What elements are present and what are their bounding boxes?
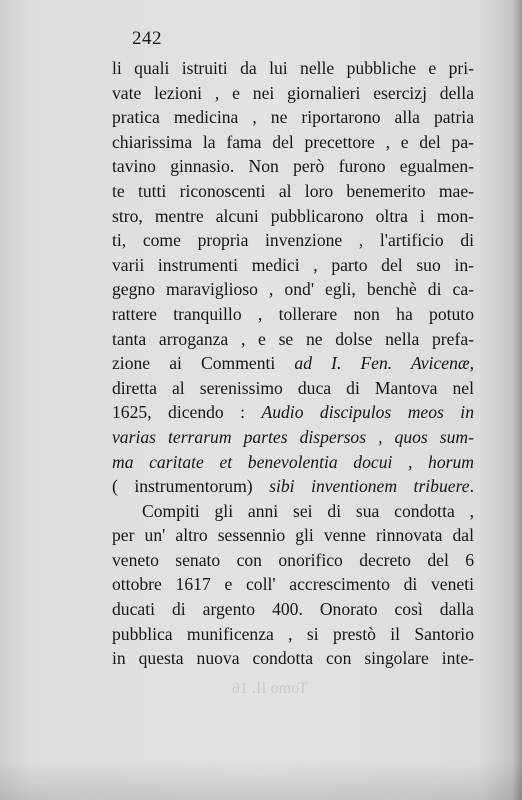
- text-line: [112, 450, 474, 475]
- text-line: per un' altro sessennio gli venne rinnovata dal: [112, 525, 474, 546]
- italic-citation: ad I. Fen. Avicenæ: [294, 353, 470, 374]
- text-line: te tutti riconoscenti al loro benemerito mae-: [112, 180, 474, 201]
- text-line: ti, come propria invenzione , l'artificio di: [112, 230, 474, 251]
- body-text: [112, 56, 474, 671]
- text-line: tavino ginnasio. Non però furono egualmen-: [112, 156, 474, 177]
- italic-quote: ma caritate et benevolentia docui , horum: [112, 451, 474, 472]
- text-line: pratica medicina , ne riportarono alla patria: [112, 107, 474, 128]
- text-line: tanta arroganza , e se ne dolse nella prefa-: [112, 328, 474, 349]
- page-number: 242: [132, 28, 162, 49]
- text-line: ottobre 1617 e coll' accrescimento di veneti: [112, 574, 474, 595]
- text-line: pubblica munificenza , si prestò il Santorio: [112, 623, 474, 644]
- bottom-shadow: [0, 760, 522, 800]
- text-line: zione ai Commenti ad I. Fen. Avicenæ,: [112, 353, 475, 374]
- bleed-through-text: Tomo II. 16: [232, 680, 308, 697]
- text-line: li quali istruiti da lui nelle pubbliche e pri-: [112, 58, 474, 78]
- text-line: chiarissima la fama del precettore , e del pa-: [112, 131, 474, 152]
- page-edge: [512, 0, 522, 800]
- text-line: vate lezioni , e nei giornalieri esercizj della: [112, 82, 474, 103]
- text-line: ( instrumentorum) sibi inventionem tribuere.: [112, 476, 474, 497]
- italic-quote: sibi inventionem tribuere: [269, 476, 470, 497]
- text-line: varii instrumenti medici , parto del suo in-: [112, 254, 474, 275]
- text-line: rattere tranquillo , tollerare non ha potuto: [112, 303, 474, 324]
- paragraph-start-line: Compiti gli anni sei di sua condotta ,: [142, 500, 474, 521]
- text-line: diretta al serenissimo duca di Mantova nel: [112, 377, 474, 398]
- text-line: stro, mentre alcuni pubblicarono oltra i mon-: [112, 205, 474, 226]
- text-line: gegno maraviglioso , ond' egli, benchè di ca-: [112, 279, 474, 300]
- italic-quote: varias terrarum partes dispersos , quos sum-: [112, 426, 474, 447]
- italic-quote: Audio discipulos meos in: [261, 402, 474, 423]
- text-line: in questa nuova condotta con singolare inte-: [112, 648, 474, 669]
- text-line: [112, 425, 474, 450]
- text-line: ducati di argento 400. Onorato così dalla: [112, 599, 474, 620]
- text-line: 1625, dicendo : Audio discipulos meos in: [112, 402, 474, 423]
- text-line: veneto senato con onorifico decreto del 6: [112, 549, 474, 570]
